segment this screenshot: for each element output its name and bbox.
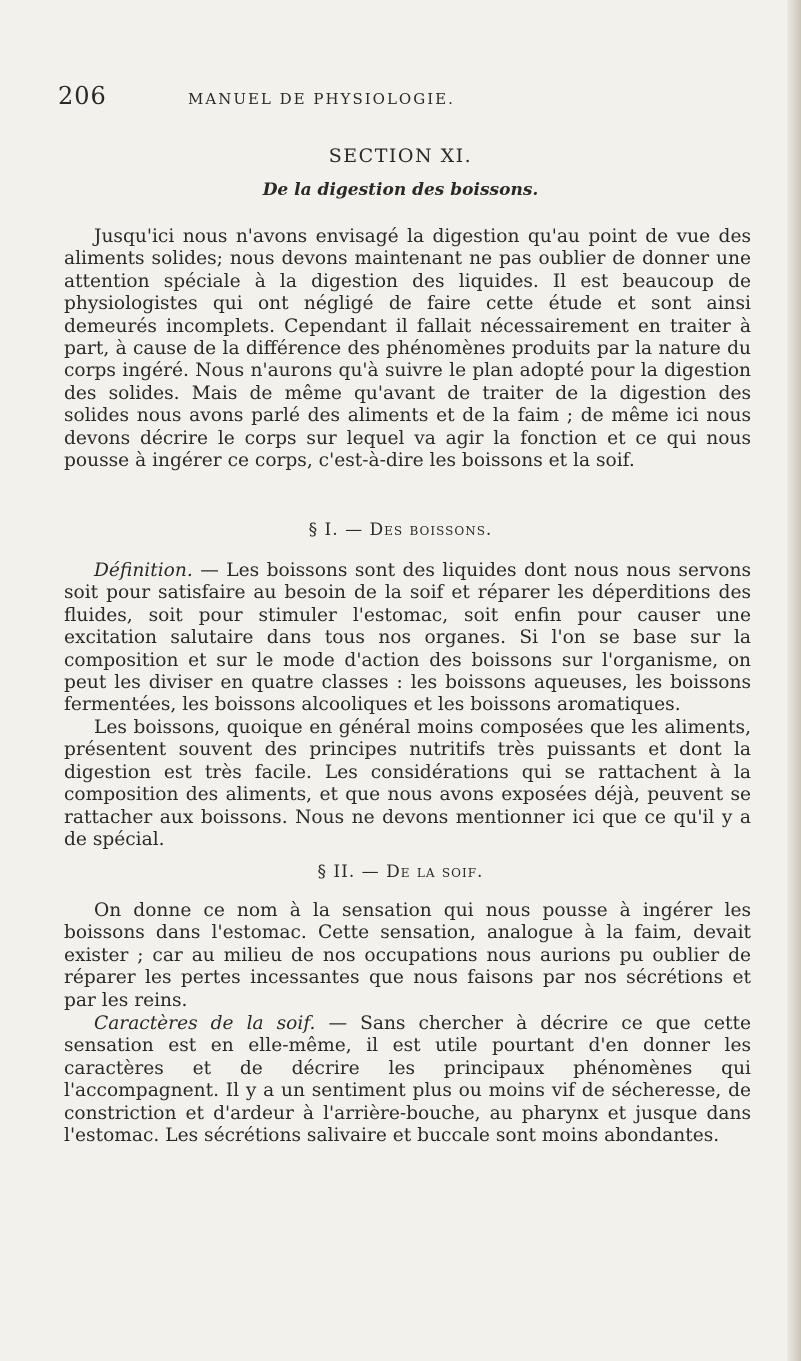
- running-title: MANUEL DE PHYSIOLOGIE.: [188, 90, 455, 108]
- soif-text: On donne ce nom à la sensation qui nous pousse à ingérer les boissons dans l'estomac. Cette sensation, analogue à la faim, devait exister ; car au milieu de nos occupations nous aurions pu oublier de réparer les pertes incessantes que nous faisons par nos sécrétions et par les reins.: [64, 900, 751, 1011]
- characters-paragraph: [64, 1013, 751, 1147]
- section2-heading-num: § II. —: [317, 862, 380, 882]
- page-number: 206: [58, 82, 107, 110]
- boissons-text: Les boissons, quoique en général moins composées que les aliments, présentent souvent des principes nutritifs très puissants et dont la digestion est très facile. Les considérations qui se rattachent à la composition des aliments, et que nous avons exposées déjà, peuvent se rattacher aux boissons. Nous ne devons mentionner ici que ce qu'il y a de spécial.: [64, 717, 751, 851]
- section2-heading-text: De la soif.: [386, 862, 484, 882]
- page-header: [58, 82, 758, 112]
- characters-text: — Sans chercher à décrire ce que cette sensation est en elle-même, il est utile pourtant d'en donner les caractères et de décrire les principaux phénomènes qui l'accompagnent. Il y a un sentiment plus ou moins vif de sécheresse, de constriction et d'ardeur à l'arrière-bouche, au pharynx et jusque dans l'estomac. Les sécrétions salivaire et buccale sont moins abondantes.: [64, 1013, 752, 1147]
- section-title: SECTION XI.: [328, 145, 473, 167]
- intro-text: Jusqu'ici nous n'avons envisagé la digestion qu'au point de vue des aliments solides; nous devons maintenant ne pas oublier de donner une attention spéciale à la digestion des liquides. Il est beaucoup de physiologistes qui ont négligé de faire cette étude et sont ainsi demeurés incomplets. Cependant il fallait nécessairement en traiter à part, à cause de la différence des phénomènes produits par la nature du corps ingéré. Nous n'aurons qu'à suivre le plan adopté pour la digestion des solides. Mais de même qu'avant de traiter de la digestion des solides nous avons parlé des aliments et de la faim ; de même ici nous devons décrire le corps sur lequel va agir la fonction et ce qui nous pousse à ingérer ce corps, c'est-à-dire les boissons et la soif.: [64, 226, 751, 472]
- definition-label: Définition.: [94, 560, 193, 581]
- section1-heading-num: § I. —: [308, 520, 364, 540]
- section1-heading: [0, 520, 801, 540]
- characters-label: Caractères de la soif.: [94, 1013, 316, 1034]
- definition-paragraph: [64, 560, 751, 717]
- section2-heading: [0, 862, 801, 882]
- page-edge-shadow: [787, 0, 801, 1361]
- soif-paragraph: [64, 900, 751, 1012]
- intro-paragraph: [64, 226, 751, 472]
- section-subtitle: De la digestion des boissons.: [262, 180, 539, 200]
- boissons-paragraph: [64, 717, 751, 851]
- section1-heading-text: Des boissons.: [369, 520, 493, 540]
- definition-text: — Les boissons sont des liquides dont nous nous servons soit pour satisfaire au besoin de la soif et réparer les déperditions des fluides, soit pour stimuler l'estomac, soit enfin pour causer une excitation salutaire dans tous nos organes. Si l'on se base sur la composition et sur le mode d'action des boissons sur l'organisme, on peut les diviser en quatre classes : les boissons aqueuses, les boissons fermentées, les boissons alcooliques et les boissons aromatiques.: [64, 560, 751, 716]
